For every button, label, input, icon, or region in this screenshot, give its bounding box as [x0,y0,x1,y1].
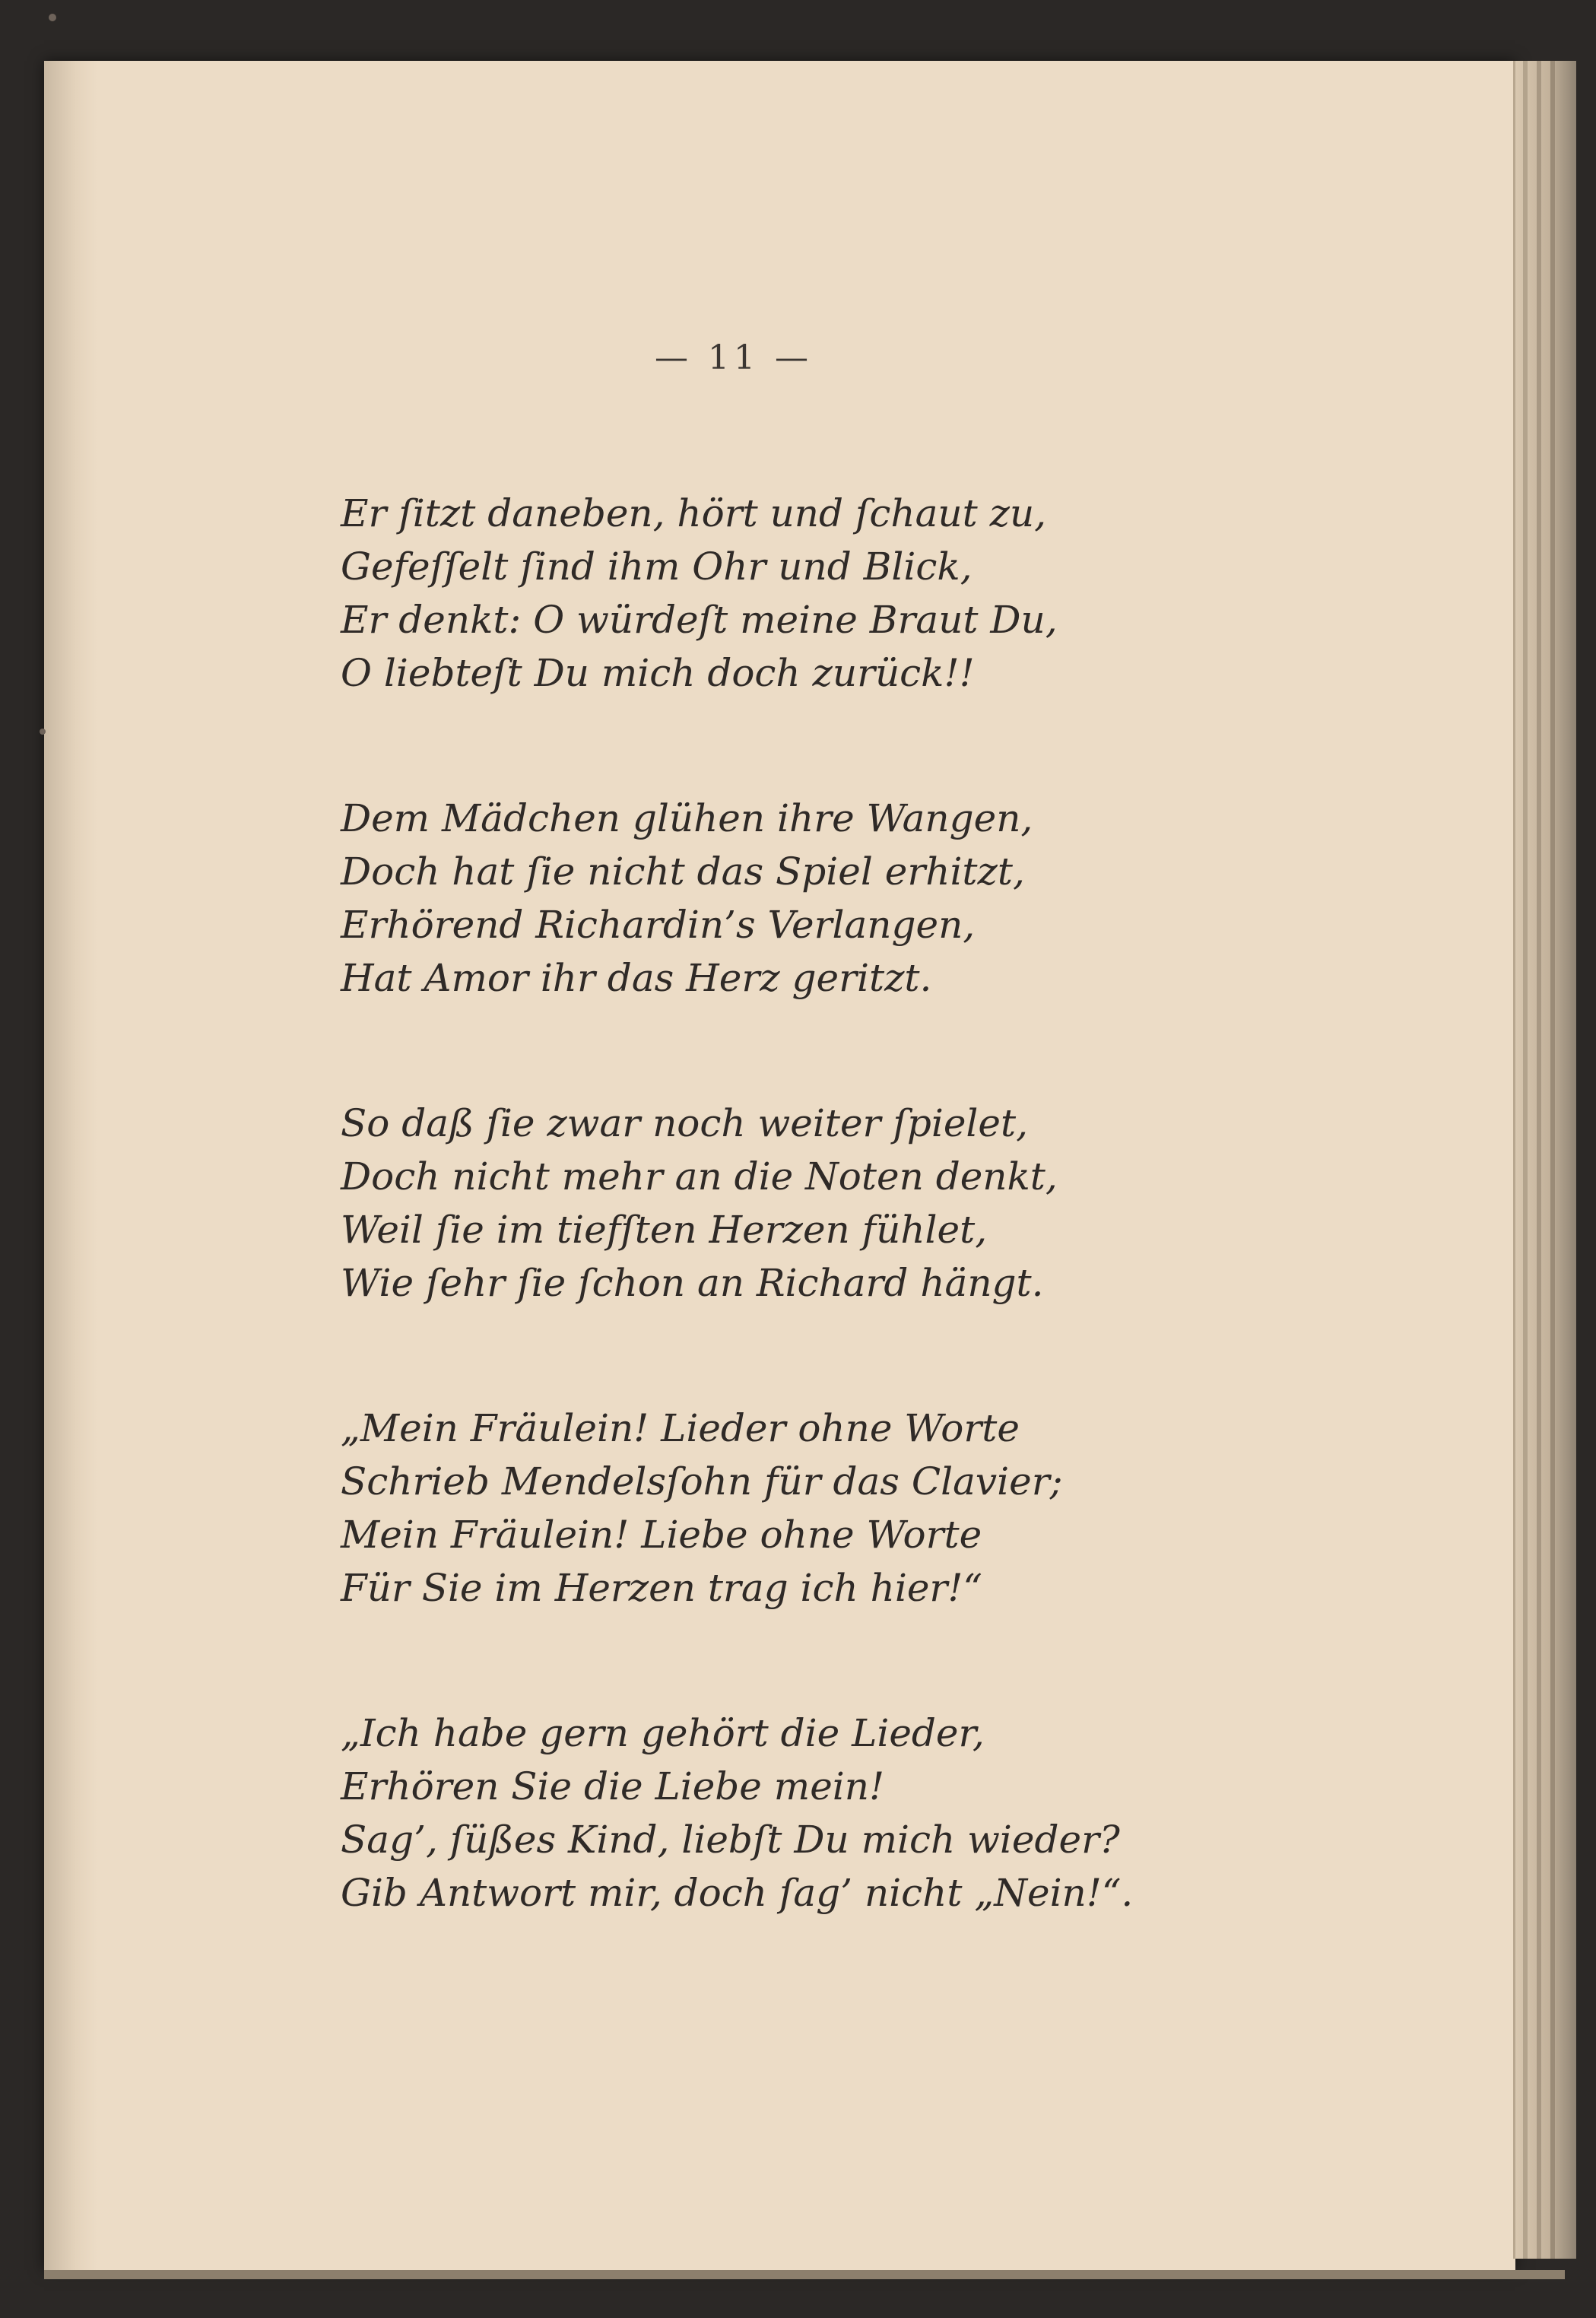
page-stack-edge [1513,61,1576,2259]
verse-line: Weil ſie im tiefſten Herzen fühlet, [341,1208,988,1252]
page-number: — 11 — [655,338,813,377]
verse-line: O liebteſt Du mich doch zurück!! [341,651,975,695]
verse-line: Doch nicht mehr an die Noten denkt, [341,1154,1058,1199]
verse-line: Erhörend Richardin’s Verlangen, [341,903,976,947]
verse-line: So daß ſie zwar noch weiter ſpielet, [341,1101,1029,1145]
stanza [341,487,1443,700]
verse-line: Hat Amor ihr das Herz geritzt. [341,956,932,1000]
verse-line: Mein Fräulein! Liebe ohne Worte [341,1513,982,1557]
verse-line: Dem Mädchen glühen ihre Wangen, [341,796,1033,840]
verse-line: Doch hat ſie nicht das Spiel erhitzt, [341,849,1025,894]
verse-line: „Mein Fräulein! Lieder ohne Worte [341,1406,1020,1450]
poem [341,487,1443,1919]
stanza [341,1097,1443,1310]
verse-line: Erhören Sie die Liebe mein! [341,1764,885,1808]
stanza [341,1707,1443,1919]
stanza [341,1402,1443,1615]
stanza [341,792,1443,1005]
verse-line: Wie ſehr ſie ſchon an Richard hängt. [341,1261,1044,1305]
page-bottom-edge [44,2270,1565,2279]
verse-line: Sag’, ſüßes Kind, liebſt Du mich wieder? [341,1818,1120,1862]
verse-line: Er ſitzt daneben, hört und ſchaut zu, [341,491,1047,535]
scan-speck [40,729,46,735]
verse-line: Für Sie im Herzen trag ich hier!“ [341,1566,982,1610]
verse-line: Schrieb Mendelsſohn für das Clavier; [341,1459,1063,1504]
verse-line: Gib Antwort mir, doch ſag’ nicht „Nein!“. [341,1871,1134,1915]
page-layer [1537,61,1541,2259]
page-layer [1550,61,1555,2259]
verse-line: „Ich habe gern gehört die Lieder, [341,1711,985,1755]
verse-line: Gefeſſelt ſind ihm Ohr und Blick, [341,545,973,589]
page-gutter-shadow [44,61,97,2270]
scan-speck [49,14,56,21]
page-layer [1523,61,1528,2259]
verse-line: Er denkt: O würdeſt meine Braut Du, [341,598,1058,642]
